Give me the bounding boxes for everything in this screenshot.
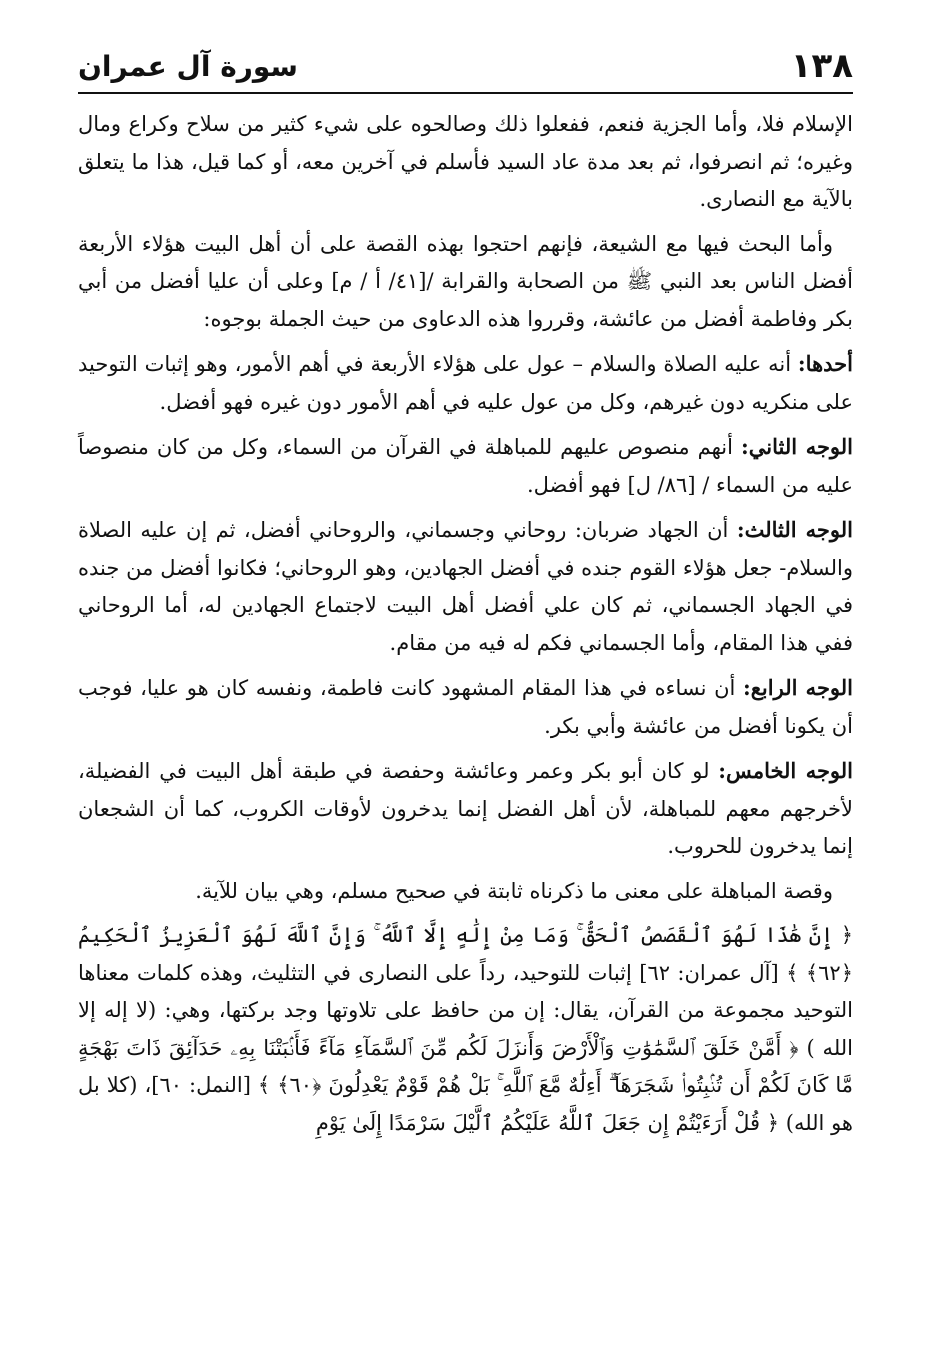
surah-title: سورة آل عمران [78,50,298,83]
paragraph-lead: الوجه الثالث: [736,517,853,542]
paragraph-text: أنهم منصوص عليهم للمباهلة في القرآن من السماء، وكل من كان منصوصاً عليه من السماء / [٨٦/ ل] فهو أفضل. [78,435,853,497]
paragraph-text: أن نساءه في هذا المقام المشهود كانت فاطمة، ونفسه كان هو عليا، فوجب أن يكونا أفضل من عائشة وأبي بكر. [78,676,853,738]
paragraph-lead: الوجه الرابع: [743,675,854,700]
book-page [78,38,853,1338]
paragraph-fourth-argument [78,669,853,745]
paragraph-second-argument [78,428,853,504]
paragraph-quran-verses [78,917,853,1142]
paragraph-text: الإسلام فلا، وأما الجزية فنعم، ففعلوا ذلك وصالحوه على شيء كثير من سلاح وكراع ومال وغيره؛ ثم انصرفوا، ثم بعد مدة عاد السيد فأسلم في آخرين معه، أو كما قيل، هذا ما يتعلق بالآية مع النصارى. [78,112,853,211]
paragraph-text: أن الجهاد ضربان: روحاني وجسماني، والروحاني أفضل، ثم إن عليه الصلاة والسلام- جعل هؤلاء القوم جنده في أفضل الجهادين، وهو الروحاني؛ فكانوا أفضل من جنده في الجهاد الجسماني، ثم كان علي أفضل أهل البيت لاجتماع الجهادين له، أما الروحاني ففي هذا المقام، وأما الجسماني فكم له فيه من مقام. [78,518,853,655]
page-number: ١٣٨ [790,46,853,86]
paragraph-shia-discussion [78,226,853,339]
page-header [78,38,853,94]
page-body [78,106,853,1142]
paragraph-intro [78,106,853,219]
paragraph-fifth-argument [78,752,853,866]
paragraph-first-argument [78,345,853,421]
paragraph-text: ﴿ إِنَّ هَٰذَا لَهُوَ ٱلْقَصَصُ ٱلْحَقُّ ۚ وَمَا مِنْ إِلَٰهٍ إِلَّا ٱللَّهُ ۚ وَإِنَّ ٱللَّهَ لَهُوَ ٱلْعَزِيزُ ٱلْحَكِيمُ ﴿٦٢﴾ ﴾ [آل عمران: ٦٢] إثبات للتوحيد، رداً على النصارى في التثليث، وهذه كلمات معناها التوحيد مجموعة من القرآن، يقال: إن من حافظ على تلاوتها وجد بركتها، وهي: (لا إله إلا الله ) ﴿ أَمَّنْ خَلَقَ ٱلسَّمَٰوَٰتِ وَٱلْأَرْضَ وَأَنزَلَ لَكُم مِّنَ ٱلسَّمَآءِ مَآءً فَأَنۢبَتْنَا بِهِۦ حَدَآئِقَ ذَاتَ بَهْجَةٍ مَّا كَانَ لَكُمْ أَن تُنۢبِتُوا۟ شَجَرَهَآ ۗ أَءِلَٰهٌ مَّعَ ٱللَّهِ ۚ بَلْ هُمْ قَوْمٌ يَعْدِلُونَ ﴿٦٠﴾ ﴾ [النمل: ٦٠]، (كلا بل هو الله) ﴿ قُلْ أَرَءَيْتُمْ إِن جَعَلَ ٱللَّهُ عَلَيْكُمُ ٱلَّيْلَ سَرْمَدًا إِلَىٰ يَوْمِ [78,923,854,1135]
paragraph-text: لو كان أبو بكر وعمر وعائشة وحفصة في طبقة أهل البيت في الفضيلة، لأخرجهم معهم للمباهلة، لأن أهل الفضل إنما يدخرون لأوقات الكروب، كما أن الشجعان إنما يدخرون للحروب. [78,759,853,858]
paragraph-lead: أحدها: [797,351,853,376]
paragraph-text: وقصة المباهلة على معنى ما ذكرناه ثابتة في صحيح مسلم، وهي بيان للآية. [195,878,833,903]
paragraph-third-argument [78,511,853,662]
paragraph-lead: الوجه الخامس: [718,758,854,783]
paragraph-text: وأما البحث فيها مع الشيعة، فإنهم احتجوا بهذه القصة على أن أهل البيت هؤلاء الأربعة أفضل الناس بعد النبي ﷺ من الصحابة والقرابة /[٤١/ أ / م] وعلى أن عليا أفضل من أبي بكر وفاطمة أفضل من عائشة، وقرروا هذه الدعاوى من حيث الجملة بوجوه: [78,231,854,331]
paragraph-lead: الوجه الثاني: [740,434,854,459]
paragraph-mubahala-note [78,873,853,911]
paragraph-text: أنه عليه الصلاة والسلام – عول على هؤلاء الأربعة في أهم الأمور، وهو إثبات التوحيد على منكريه دون غيرهم، وكل من عول عليه في أهم الأمور دون غيره فهو أفضل. [78,352,853,414]
